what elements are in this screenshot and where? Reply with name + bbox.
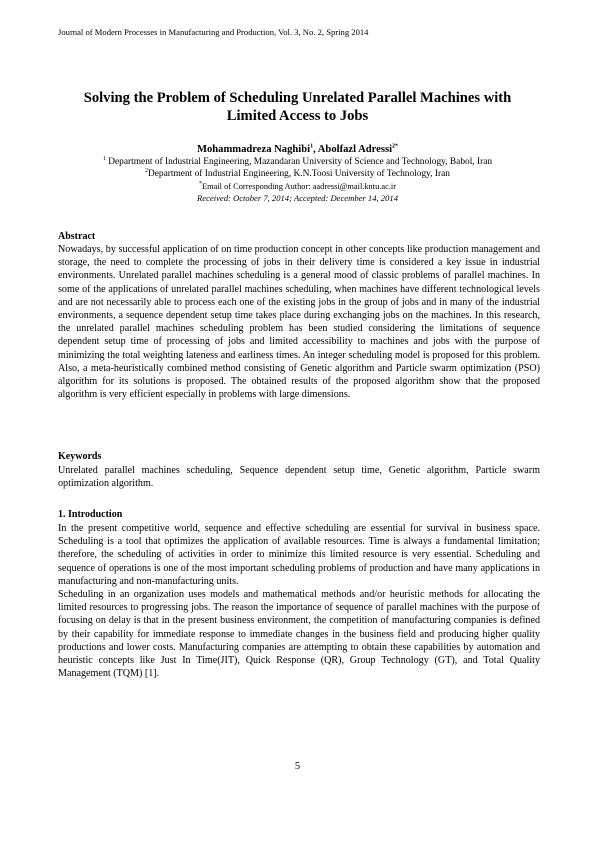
author-affiliation-mark: 2* <box>392 143 399 150</box>
email-text: Email of Corresponding Author: aadressi@mail.kntu.ac.ir <box>201 182 396 191</box>
page-number: 5 <box>294 761 301 772</box>
title-line-2: Limited Access to Jobs <box>226 108 369 124</box>
paper-title <box>40 89 555 125</box>
keywords-text: Unrelated parallel machines scheduling, Sequence dependent setup time, Genetic algorithm, Particle swarm optimization algorithm. <box>58 465 540 490</box>
abstract-body <box>58 243 540 401</box>
corresponding-email <box>40 181 555 192</box>
affiliation-text: Department of Industrial Engineering, K.N.Toosi University of Technology, Iran <box>148 169 450 179</box>
author-separator: , <box>313 144 318 155</box>
affiliation-mark: 1 <box>102 155 106 162</box>
keywords-body <box>58 464 540 490</box>
corresponding-mark: * <box>198 181 202 188</box>
keywords-heading: Keywords <box>58 451 102 462</box>
introduction-body <box>58 522 540 680</box>
introduction-paragraph-1: In the present competitive world, sequence and effective scheduling are essential for survival in business space. Scheduling is a tool that optimizes the application of available resources. Time is always a fundamental limitation; therefore, the scheduling of activities in order to minimize this limited resource is very essential. Scheduling and sequence of operations is one of the most important scheduling problems of production and have many applications in manufacturing and non-manufacturing units. <box>58 523 540 587</box>
affiliation-text: Department of Industrial Engineering, Mazandaran University of Science and Technology, Babol, Iran <box>105 157 493 167</box>
affiliation-2 <box>40 169 555 180</box>
author-list <box>40 144 555 156</box>
introduction-heading: 1. Introduction <box>58 509 123 520</box>
author-name: Abolfazl Adressi <box>317 144 393 155</box>
affiliation-mark: 2 <box>145 167 148 174</box>
affiliation-1 <box>40 157 555 168</box>
author-name: Mohammadreza Naghibi <box>196 144 311 155</box>
introduction-paragraph-2: Scheduling in an organization uses models and mathematical methods and/or heuristic methods for allocating the limited resources to progressing jobs. The reason the importance of sequence of parallel machines with the purpose of focusing on delay is that in the present business environment, the competition of manufacturing companies is defined by their capability for immediate response to immediate changes in the business field and producing higher quality productions and lower costs. Manufacturing companies are attempting to obtain these capabilities by automation and heuristic concepts like Just In Time(JIT), Quick Response (QR), Group Technology (GT), and Total Quality Management (TQM) [1]. <box>58 589 540 680</box>
abstract-heading: Abstract <box>58 231 96 242</box>
abstract-paragraph: Nowadays, by successful application of on time production concept in other concepts like production management and storage, the need to complete the processing of jobs in their delivery time is considered a key issue in industrial environments. Unrelated parallel machines scheduling is a general mood of classic problems of parallel machines. In some of the applications of unrelated parallel machines scheduling, when machines have different technological levels and are not necessarily able to process each one of the existing jobs in the group of jobs and in many of the industrial environments, a sequence dependent setup time takes place during exchanging jobs on the machines. In this research, the unrelated parallel machines scheduling problem has been studied considering the limitations of sequence dependent setup time of processing of jobs and limited accessibility to machines and jobs with the purpose of minimizing the total weighting lateness and earliness times. An integer scheduling model is proposed for this problem. Also, a meta-heuristically combined method consisting of Genetic algorithm and Particle swarm optimization (PSO) algorithm for its solutions is proposed. The obtained results of the proposed algorithm show that the proposed algorithm is very efficient especially in problems with large dimensions. <box>58 244 540 401</box>
running-head: Journal of Modern Processes in Manufacturing and Production, Vol. 3, No. 2, Spring 2014 <box>58 27 369 37</box>
author-affiliation-mark: 1 <box>310 143 314 150</box>
title-line-1: Solving the Problem of Scheduling Unrelated Parallel Machines with <box>83 90 512 106</box>
received-dates: Received: October 7, 2014; Accepted: December 14, 2014 <box>197 193 398 203</box>
